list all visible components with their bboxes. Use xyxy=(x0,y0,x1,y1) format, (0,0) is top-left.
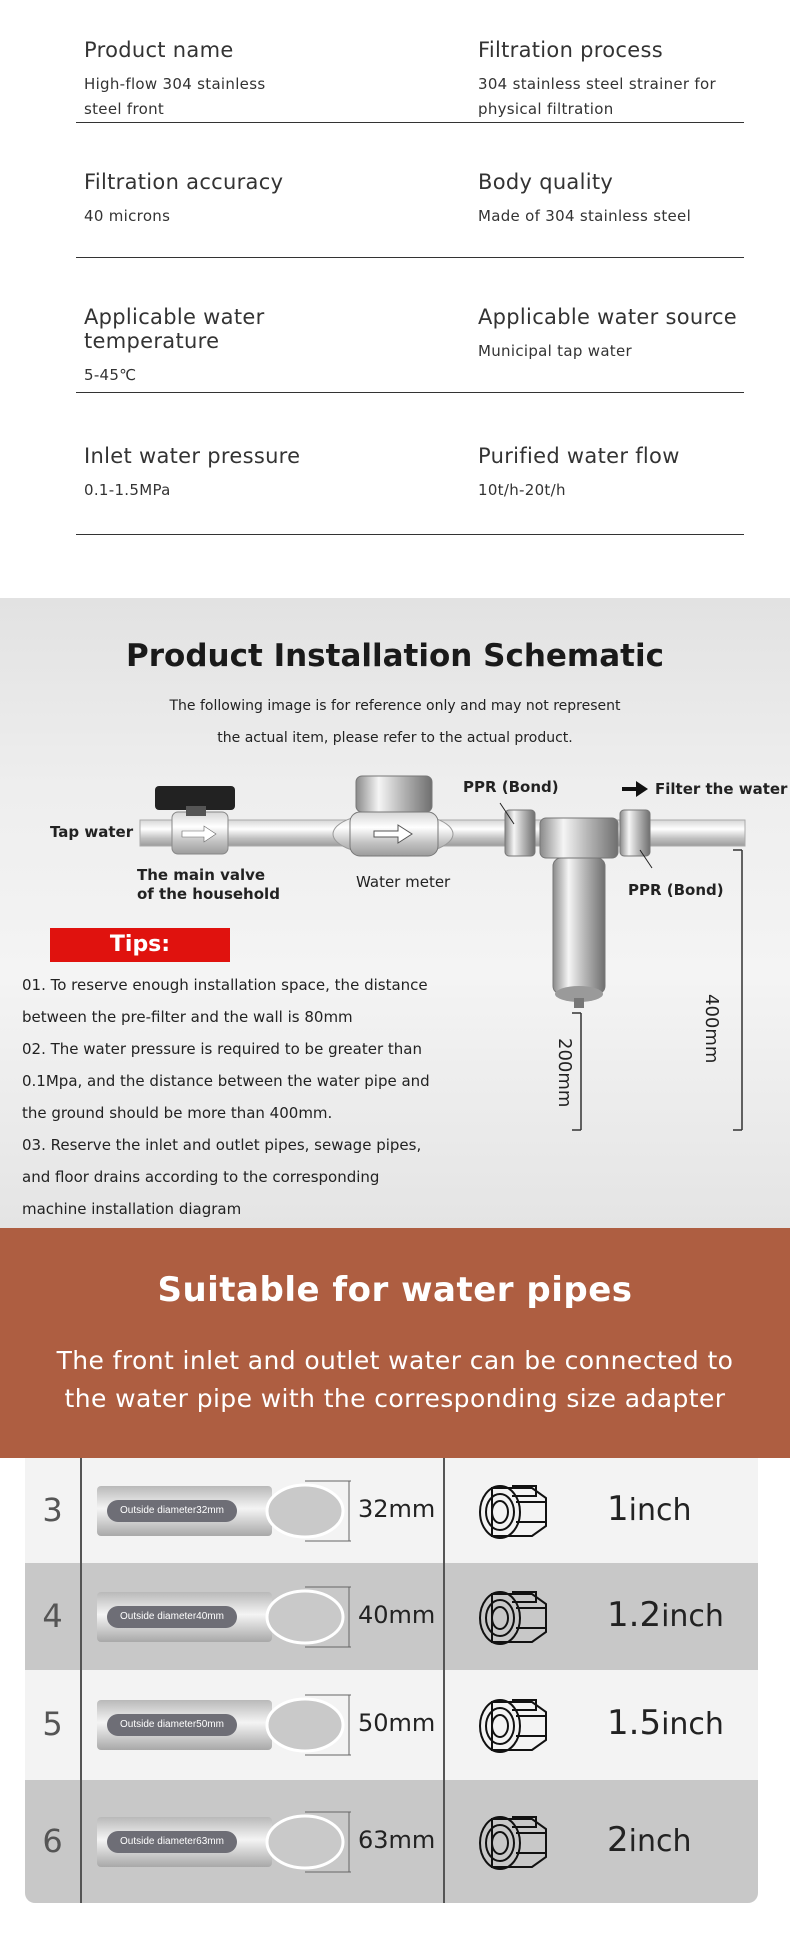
spec-row xyxy=(76,122,744,258)
pipe-size-inch: 1.5inch xyxy=(607,1703,724,1743)
main-valve-label: The main valve xyxy=(137,866,266,884)
spec-label: Product name xyxy=(84,38,234,62)
spec-cell xyxy=(84,305,404,388)
pipe-size-mm: 32mm xyxy=(358,1494,436,1523)
tips-badge: Tips: xyxy=(50,928,230,962)
pipe-size-inch: 1inch xyxy=(607,1488,692,1529)
spec-label: Filtration process xyxy=(478,38,663,62)
spec-value: 5-45℃ xyxy=(84,366,137,384)
tip-line: 03. Reserve the inlet and outlet pipes, sewage pipes, xyxy=(22,1136,422,1154)
spec-row xyxy=(76,257,744,393)
row-index: 3 xyxy=(42,1490,63,1529)
pipes-banner xyxy=(0,1228,790,1458)
filter-the-water-label: Filter the water xyxy=(655,780,788,798)
spec-cell xyxy=(84,444,404,503)
pipe-size-mm: 63mm xyxy=(358,1825,436,1854)
specs-section xyxy=(0,0,790,600)
ppr-label: PPR (Bond) xyxy=(463,778,559,796)
tap-water-label: Tap water xyxy=(50,823,134,841)
pipe-diameter-label: Outside diameter50mm xyxy=(107,1714,237,1736)
pipe-size-mm: 40mm xyxy=(358,1600,436,1629)
schematic-note: the actual item, please refer to the actual product. xyxy=(217,730,573,746)
pipe-size-inch: 1.2inch xyxy=(607,1594,724,1635)
spec-cell xyxy=(84,170,404,229)
pipe-diameter-label: Outside diameter40mm xyxy=(107,1606,237,1628)
pipe-adapter-icon xyxy=(472,1799,562,1885)
row-index: 4 xyxy=(42,1596,63,1635)
spec-value: Made of 304 stainless steel xyxy=(478,207,692,225)
spec-cell xyxy=(478,38,790,122)
table-row xyxy=(25,1670,758,1780)
row-index: 6 xyxy=(42,1821,63,1860)
pipe-adapter-icon xyxy=(472,1468,562,1554)
spec-value: 10t/h-20t/h xyxy=(478,481,566,499)
table-row xyxy=(25,1458,758,1563)
tip-line: and floor drains according to the corresponding xyxy=(22,1168,380,1186)
schematic-note: The following image is for reference only and may not represent xyxy=(169,698,621,714)
tip-line: the ground should be more than 400mm. xyxy=(22,1104,333,1122)
installation-schematic xyxy=(0,598,790,1228)
main-valve-label: of the household xyxy=(137,885,280,903)
pipe-adapter-icon xyxy=(472,1682,562,1768)
pipe-size-inch: 2inch xyxy=(607,1819,692,1860)
pipes-banner-title: Suitable for water pipes xyxy=(157,1270,633,1310)
table-row xyxy=(25,1563,758,1670)
spec-value: Municipal tap water xyxy=(478,342,632,360)
pipe-diameter-label: Outside diameter63mm xyxy=(107,1831,237,1853)
spec-cell xyxy=(478,444,790,503)
spec-label: Applicable water temperature xyxy=(84,305,265,353)
tip-line: 02. The water pressure is required to be greater than xyxy=(22,1040,422,1058)
ppr-fitting xyxy=(620,810,650,856)
spec-row xyxy=(76,0,744,123)
table-divider xyxy=(443,1458,445,1903)
pipe-end-icon xyxy=(263,1802,353,1882)
spec-label: Filtration accuracy xyxy=(84,170,284,194)
spec-row xyxy=(76,392,744,535)
water-meter-top xyxy=(356,776,432,812)
pipe-end-icon xyxy=(263,1685,353,1765)
pipe-size-table xyxy=(25,1458,758,1903)
tip-line: 01. To reserve enough installation space, the distance xyxy=(22,976,428,994)
spec-value: 0.1-1.5MPa xyxy=(84,481,171,499)
ppr-label: PPR (Bond) xyxy=(628,881,724,899)
spec-cell xyxy=(478,170,790,229)
spec-value: High-flow 304 stainless steel front xyxy=(84,75,266,118)
spec-label: Applicable water source xyxy=(478,305,738,329)
pipe-size-mm: 50mm xyxy=(358,1709,436,1737)
dimension-400-label: 400mm xyxy=(701,994,722,1064)
schematic-title: Product Installation Schematic xyxy=(126,638,664,674)
spec-value: 40 microns xyxy=(84,207,171,225)
pipe-diameter-label: Outside diameter32mm xyxy=(107,1500,237,1522)
tip-line: between the pre-filter and the wall is 80mm xyxy=(22,1008,353,1026)
spec-cell xyxy=(478,305,790,364)
table-divider xyxy=(80,1458,82,1903)
filter-housing xyxy=(553,858,605,994)
pipe-adapter-icon xyxy=(472,1574,562,1660)
table-row xyxy=(25,1780,758,1903)
tip-line: machine installation diagram xyxy=(22,1200,242,1218)
spec-label: Body quality xyxy=(478,170,614,194)
row-index: 5 xyxy=(42,1705,63,1743)
water-meter-label: Water meter xyxy=(356,873,451,891)
pipes-banner-subtitle: the water pipe with the corresponding size adapter xyxy=(64,1384,726,1413)
spec-label: Purified water flow xyxy=(478,444,680,468)
filter-head xyxy=(540,818,618,858)
plumbing-diagram xyxy=(0,598,790,1228)
pipe-end-icon xyxy=(263,1577,353,1657)
spec-cell xyxy=(84,38,404,122)
pipes-banner-subtitle: The front inlet and outlet water can be connected to xyxy=(56,1346,734,1375)
tip-line: 0.1Mpa, and the distance between the water pipe and xyxy=(22,1072,430,1090)
spec-label: Inlet water pressure xyxy=(84,444,301,468)
spec-value: 304 stainless steel strainer for physical filtration xyxy=(478,75,716,118)
outlet-arrow-icon xyxy=(622,781,648,797)
pipe-end-icon xyxy=(263,1471,353,1551)
dimension-200-label: 200mm xyxy=(554,1038,575,1108)
